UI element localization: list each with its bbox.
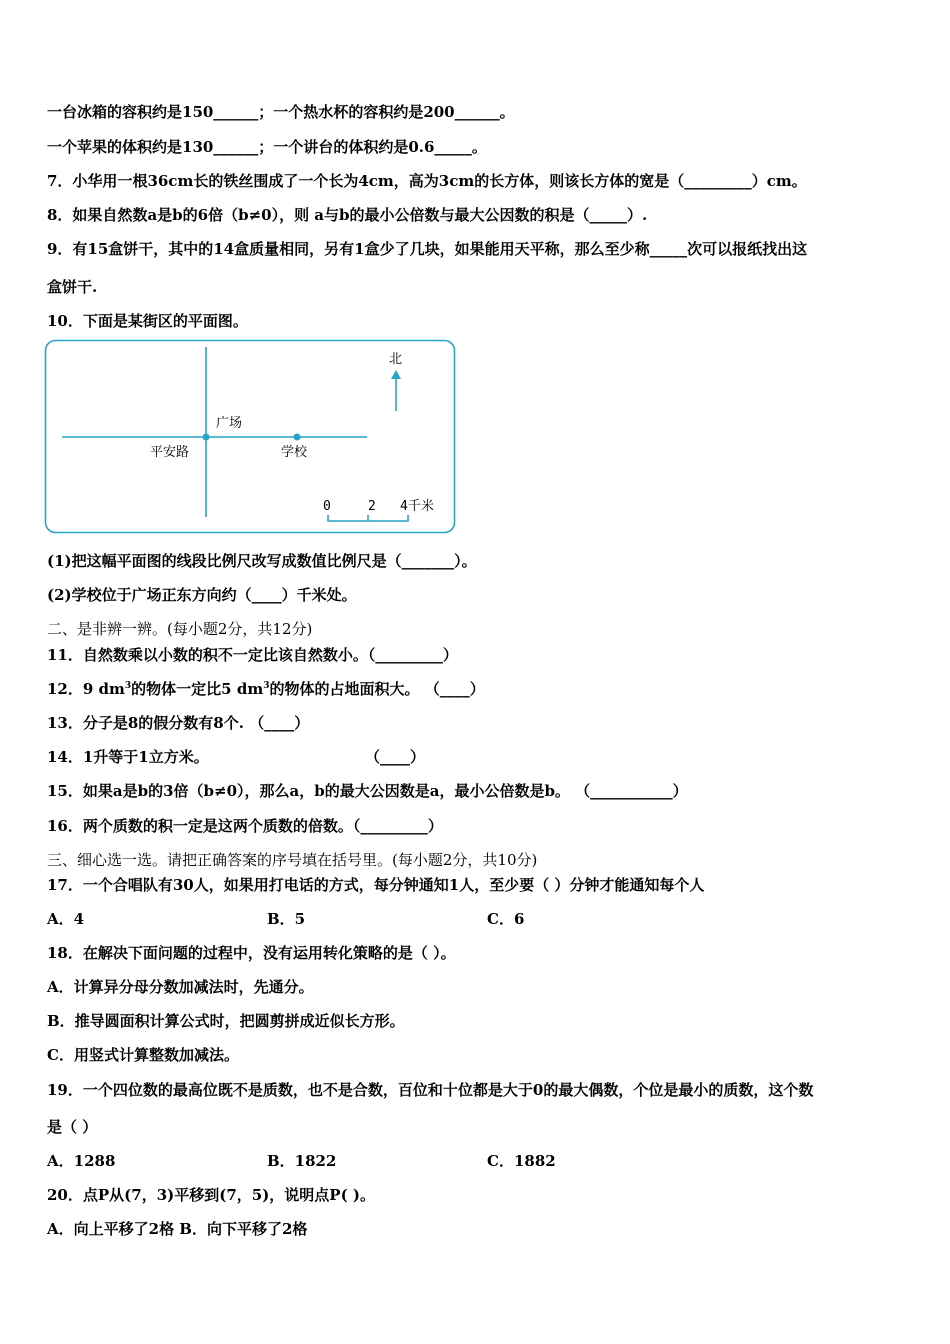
q18-option-c: C．用竖式计算整数加减法。	[47, 1046, 239, 1064]
q12-sup2: 3	[263, 681, 270, 691]
question-13: 13．分子是8的假分数有8个. （____）	[47, 714, 310, 732]
question-18: 18．在解决下面问题的过程中，没有运用转化策略的是（ ）。	[47, 944, 456, 962]
question-10: 10．下面是某街区的平面图。	[47, 312, 248, 330]
question-8: 8．如果自然数a是b的6倍（b≠0），则 a与b的最小公倍数与最大公因数的积是（_____）.	[47, 206, 648, 224]
street-map	[44, 339, 458, 535]
question-7: 7．小华用一根36cm长的铁丝围成了一个长为4cm，高为3cm的长方体，则该长方体的宽是（_________）cm。	[47, 172, 807, 190]
q17-option-c: C．6	[487, 910, 525, 928]
q12-sup1: 3	[124, 681, 132, 691]
question-9: 9．有15盒饼干，其中的14盒质量相同，另有1盒少了几块，如果能用天平称，那么至少称_____次可以报纸找出这	[47, 240, 808, 258]
school-dot	[294, 434, 301, 441]
question-10-part-1: (1)把这幅平面图的线段比例尺改写成数值比例尺是（_______）。	[47, 552, 477, 570]
north-arrow-icon	[391, 370, 401, 379]
question-15: 15．如果a是b的3倍（b≠0），那么a，b的最大公因数是a，最小公倍数是b。 （___________）	[47, 782, 688, 800]
question-10-part-2: (2)学校位于广场正东方向约（____）千米处。	[47, 586, 357, 604]
q17-option-b: B．5	[267, 910, 306, 928]
q12-mid: 的物体一定比5 dm	[131, 680, 264, 698]
q20-options: A．向上平移了2格 B．向下平移了2格	[47, 1220, 308, 1238]
section-3-heading: 三、细心选一选。请把正确答案的序号填在括号里。(每小题2分，共10分)	[47, 851, 538, 869]
question-11: 11．自然数乘以小数的积不一定比该自然数小。（_________）	[47, 646, 458, 664]
blank-line-fridge-cup: 一台冰箱的容积约是150______；一个热水杯的容积约是200______。	[47, 103, 515, 121]
school-label: 学校	[281, 445, 308, 460]
north-label: 北	[389, 352, 403, 367]
square-label: 广场	[216, 416, 243, 431]
square-dot	[203, 434, 210, 441]
blank-line-apple-podium: 一个苹果的体积约是130______；一个讲台的体积约是0.6_____。	[47, 138, 487, 156]
question-17: 17．一个合唱队有30人，如果用打电话的方式，每分钟通知1人，至少要（ ）分钟才能通知每个人	[47, 876, 705, 894]
q18-option-a: A．计算异分母分数加减法时，先通分。	[47, 978, 314, 996]
question-12	[47, 679, 485, 699]
section-2-heading: 二、是非辨一辨。(每小题2分，共12分)	[47, 620, 313, 638]
question-19: 19．一个四位数的最高位既不是质数，也不是合数，百位和十位都是大于0的最大偶数，个位是最小的质数，这个数	[47, 1081, 814, 1099]
q12-pre: 12．9 dm	[47, 680, 125, 698]
question-16: 16．两个质数的积一定是这两个质数的倍数。（_________）	[47, 817, 443, 835]
question-14-blank: （____）	[365, 748, 426, 766]
q19-option-a: A．1288	[47, 1152, 116, 1170]
road-label: 平安路	[150, 445, 190, 460]
scale-label-2: 2	[368, 499, 376, 514]
scale-label-0: 0	[323, 499, 331, 514]
question-14: 14．1升等于1立方米。	[47, 748, 209, 766]
question-19-continued: 是（ ）	[47, 1118, 98, 1136]
q18-option-b: B．推导圆面积计算公式时，把圆剪拼成近似长方形。	[47, 1012, 405, 1030]
scale-label-4km: 4千米	[400, 499, 434, 514]
q19-option-b: B．1822	[267, 1152, 337, 1170]
question-20: 20．点P从(7，3)平移到(7，5)，说明点P( )。	[47, 1186, 375, 1204]
question-9-continued: 盒饼干.	[47, 278, 98, 296]
q17-option-a: A．4	[47, 910, 85, 928]
q12-post: 的物体的占地面积大。 （____）	[269, 680, 485, 698]
q19-option-c: C．1882	[487, 1152, 556, 1170]
